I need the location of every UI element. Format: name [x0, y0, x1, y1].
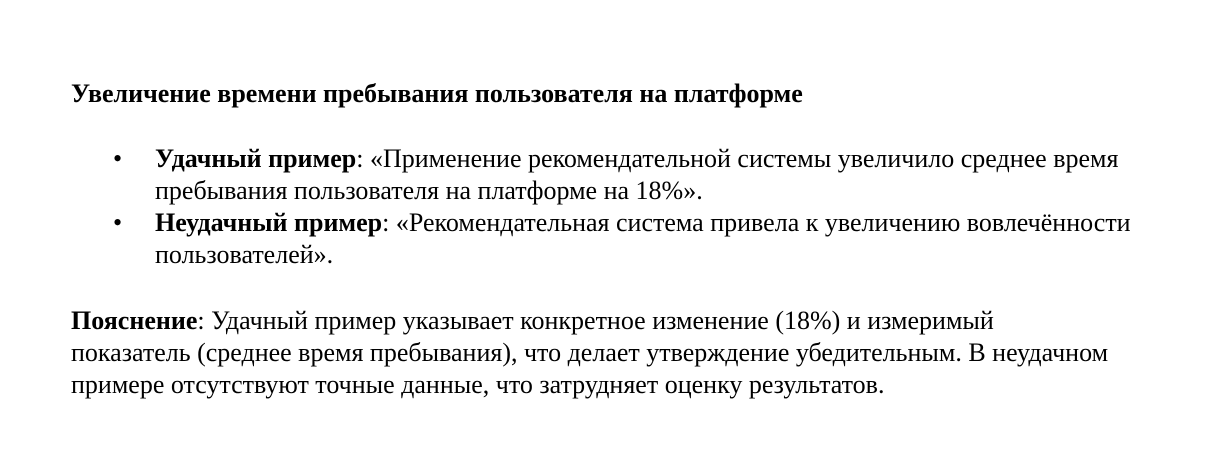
explanation-text: Удачный пример указывает конкретное изменение (18%) и измеримый показатель (среднее время пребывания), что делает утверждение убедительным. В неудачном примере отсутствуют точные данные, что затрудняет оценку результатов.	[71, 306, 1109, 399]
bullet-icon: •	[113, 144, 123, 173]
bad-example-separator: :	[382, 208, 396, 237]
explanation-paragraph	[71, 305, 1111, 401]
bullet-icon: •	[113, 208, 123, 237]
good-example-text: «Применение рекомендательной системы увеличило среднее время пребывания пользователя на платформе на 18%».	[155, 144, 1119, 205]
good-example-separator: :	[356, 144, 370, 173]
document-body	[71, 78, 1181, 399]
explanation-separator: :	[197, 306, 212, 335]
bad-example-text: «Рекомендательная система привела к увеличению вовлечённости пользователей».	[155, 208, 1131, 269]
bad-example-label: Неудачный пример	[155, 208, 383, 237]
explanation-label: Пояснение	[71, 306, 198, 335]
good-example-label: Удачный пример	[155, 144, 357, 173]
list-item-good-example	[71, 143, 1181, 207]
list-item-bad-example	[71, 207, 1181, 271]
section-heading: Увеличение времени пребывания пользователя на платформе	[71, 79, 803, 108]
examples-list	[71, 143, 1181, 271]
